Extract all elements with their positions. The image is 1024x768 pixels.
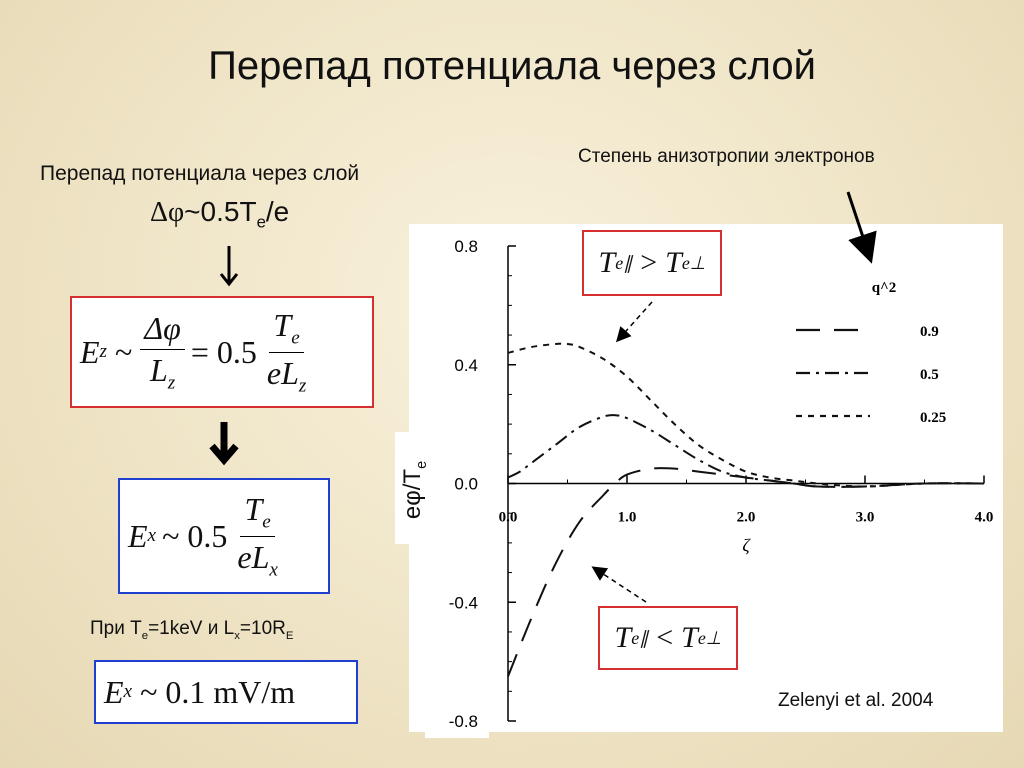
slide-title: Перепад потенциала через слой (208, 44, 816, 88)
x-tick-label: 0.0 (498, 509, 518, 526)
x-tick-label: 2.0 (736, 509, 756, 526)
formula-result-box: E x ~ 0.1 mV/m (94, 660, 358, 724)
label-te-parallel-less: T e∥ < T e⊥ (598, 606, 738, 670)
chart-legend (796, 280, 946, 426)
arrow-to-upper-curve (618, 302, 652, 340)
delta-phi-expression: $\Delta\varphi\sim 0.5T_e/e$ (150, 196, 290, 232)
citation: Zelenyi et al. 2004 (778, 690, 934, 711)
series-line-0-25 (508, 344, 984, 487)
y-tick-label: -0.4 (448, 593, 478, 613)
legend-label: 0.5 (920, 367, 939, 383)
fraction-te-over-elx: $\frac{T_e}{eL_x}$ (237, 491, 278, 580)
left-caption: Перепад потенциала через слой (40, 162, 360, 185)
x-tick-label: 1.0 (617, 509, 637, 526)
formula-ez-box: E z ~ $\frac{\Delta\varphi}{L_z}$ = 0.5 $\frac{T_e}{eL_z}$ (70, 296, 374, 408)
y-tick-label: 0.8 (454, 237, 478, 256)
fraction-te-over-elz: $\frac{T_e}{eL_z}$ (266, 307, 307, 396)
legend-label: 0.25 (920, 410, 947, 426)
series-line-0-9 (508, 468, 984, 676)
y-axis-label: $e\varphi/T_e$ (399, 460, 430, 520)
arrow-to-lower-curve (594, 568, 646, 602)
fraction-dphi-over-lz: $\frac{\Delta\varphi}{L_z}$ (140, 310, 184, 394)
x-tick-label: 3.0 (855, 509, 875, 526)
y-tick-label: 0.4 (454, 355, 478, 375)
x-axis-label: ζ (742, 535, 750, 556)
legend-label: 0.9 (920, 324, 939, 340)
legend-title: q^2 (871, 280, 897, 296)
formula-ex-box: E x ~ 0.5 $\frac{T_e}{eL_x}$ (118, 478, 330, 594)
condition-text: При $T_e=1keV$ и $L_x=10R_E$ (90, 618, 294, 642)
arrow-to-legend (848, 192, 870, 258)
label-te-parallel-greater: T e∥ > T e⊥ (582, 230, 722, 296)
right-caption: Степень анизотропии электронов (578, 146, 875, 167)
x-tick-label: 4.0 (974, 509, 994, 526)
y-tick-label: -0.8 (448, 712, 478, 731)
y-tick-label: 0.0 (454, 474, 478, 494)
